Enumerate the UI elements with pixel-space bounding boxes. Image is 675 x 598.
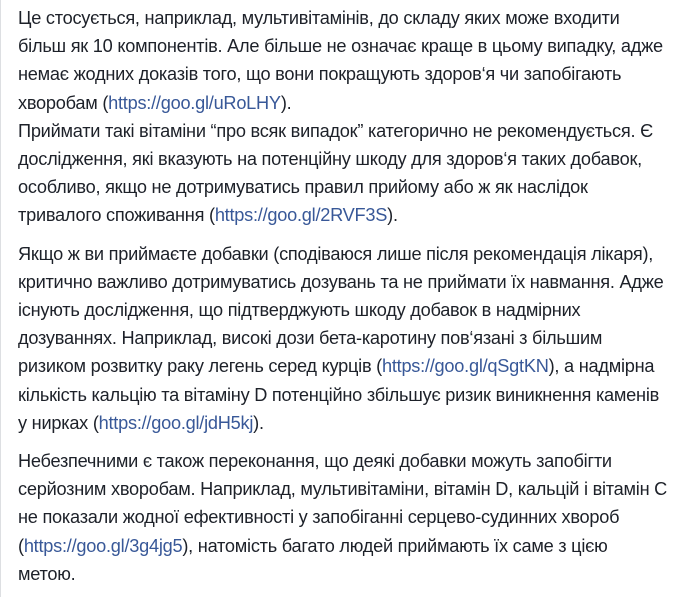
link-source-4[interactable]: https://goo.gl/jdH5kj <box>98 412 254 433</box>
paragraph-text: ). <box>253 412 264 433</box>
post-text <box>18 4 668 598</box>
paragraph-text: ). <box>280 92 292 113</box>
paragraph-text: ), а надмірна кількість кальцію та вітаміну D потенційно збільшує ризик виникнення каменів у нирках ( <box>18 356 660 433</box>
paragraph-text: ). <box>387 205 398 226</box>
paragraph-text: Приймати такі вітаміни “про всяк випадок” категорично не рекомендується. Є дослідження, які вказують на потенційну шкоду для здоров‘я таких добавок, особливо, якщо не дотримуватись правил прийому або ж як наслідок тривалого споживання ( <box>18 120 653 226</box>
paragraph-dosage <box>18 240 668 437</box>
link-source-3[interactable]: https://goo.gl/qSgtKN <box>381 356 549 377</box>
paragraph-text: Якщо ж ви приймаєте добавки (сподіваюся лише після рекомендація лікаря), критично важливо дотримуватись дозувань та не приймати їх навмання. Адже існують дослідження, що підтверджують шкоду добавок в надмірних дозуваннях. Наприклад, високі дози бета-каротину пов‘язані з більшим ризиком розвитку раку легень серед курців ( <box>18 243 664 377</box>
paragraph-prevention-beliefs <box>18 447 668 588</box>
link-source-5[interactable]: https://goo.gl/3g4jg5 <box>23 535 183 556</box>
paragraph-just-in-case <box>18 117 668 230</box>
paragraph-multivitamins <box>18 4 668 117</box>
paragraph-text: ), натомість багато людей приймають їх саме з цією метою. <box>18 535 608 584</box>
link-source-1[interactable]: https://goo.gl/uRoLHY <box>108 92 281 113</box>
link-source-2[interactable]: https://goo.gl/2RVF3S <box>214 205 388 226</box>
paragraph-text: Це стосується, наприклад, мультивітамінів, до складу яких може входити більш як 10 компонентів. Але більше не означає краще в цьому випадку, адже немає жодних доказів того, що вони покращують здоров‘я чи запобігають хворобам ( <box>18 8 663 113</box>
paragraph-text: Небезпечними є також переконання, що деякі добавки можуть запобігти серйозним хворобам. Наприклад, мультивітаміни, вітамін D, кальцій і вітамін С не показали жодної ефективності у запобіганні серцево-судинних хвороб ( <box>18 451 668 556</box>
